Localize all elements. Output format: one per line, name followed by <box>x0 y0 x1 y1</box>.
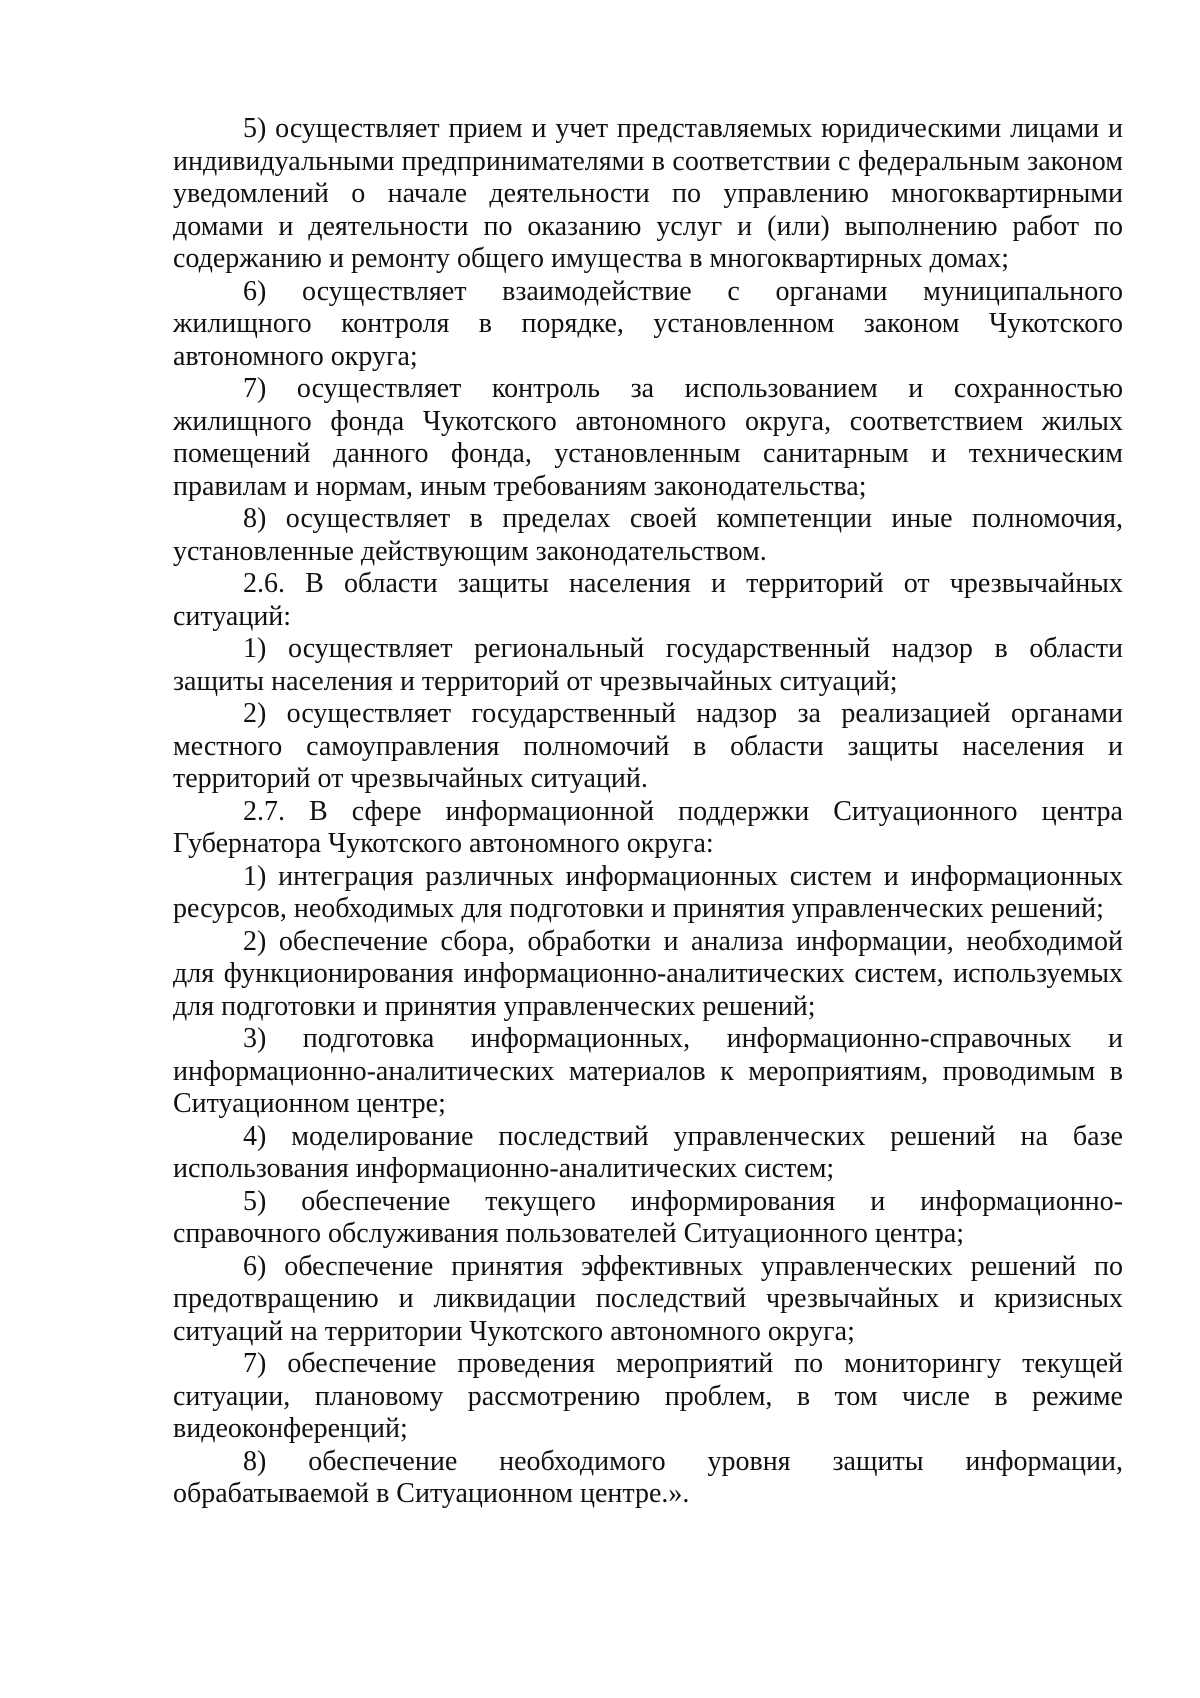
paragraph-situation-item-7: 7) обеспечение проведения мероприятий по мониторингу текущей ситуации, плановому рассмотрению проблем, в том числе в режиме видеоконференций; <box>173 1348 1123 1444</box>
paragraph-situation-item-6: 6) обеспечение принятия эффективных управленческих решений по предотвращению и ликвидации последствий чрезвычайных и кризисных ситуаций на территории Чукотского автономного округа; <box>173 1250 1123 1347</box>
paragraph-housing-item-8: 8) осуществляет в пределах своей компетенции иные полномочия, установленные действующим законодательством. <box>173 503 1123 567</box>
paragraph-emergency-item-2: 2) осуществляет государственный надзор за реализацией органами местного самоуправления полномочий в области защиты населения и территорий от чрезвычайных ситуаций. <box>173 698 1123 794</box>
paragraph-situation-item-1: 1) интеграция различных информационных систем и информационных ресурсов, необходимых для подготовки и принятия управленческих решений; <box>173 860 1123 924</box>
paragraph-situation-item-8: 8) обеспечение необходимого уровня защиты информации, обрабатываемой в Ситуационном центре.». <box>173 1445 1123 1509</box>
paragraph-emergency-item-1: 1) осуществляет региональный государственный надзор в области защиты населения и территорий от чрезвычайных ситуаций; <box>173 633 1123 697</box>
paragraph-situation-item-3: 3) подготовка информационных, информационно-справочных и информационно-аналитических материалов к мероприятиям, проводимым в Ситуационном центре; <box>173 1023 1123 1119</box>
paragraph-situation-item-4: 4) моделирование последствий управленческих решений на базе использования информационно-аналитических систем; <box>173 1120 1123 1184</box>
section-heading-2-6: 2.6. В области защиты населения и территорий от чрезвычайных ситуаций: <box>173 568 1123 632</box>
paragraph-housing-item-5: 5) осуществляет прием и учет представляемых юридическими лицами и индивидуальными предпринимателями в соответствии с федеральным законом уведомлений о начале деятельности по управлению многоквартирными домами и деятельности по оказанию услуг и (или) выполнению работ по содержанию и ремонту общего имущества в многоквартирных домах; <box>173 113 1123 274</box>
paragraph-housing-item-6: 6) осуществляет взаимодействие с органами муниципального жилищного контроля в порядке, установленном законом Чукотского автономного округа; <box>173 275 1123 372</box>
paragraph-situation-item-5: 5) обеспечение текущего информирования и информационно-справочного обслуживания пользователей Ситуационного центра; <box>173 1185 1123 1249</box>
document-page <box>173 113 1123 1511</box>
section-heading-2-7: 2.7. В сфере информационной поддержки Ситуационного центра Губернатора Чукотского автономного округа: <box>173 795 1123 859</box>
paragraph-situation-item-2: 2) обеспечение сбора, обработки и анализа информации, необходимой для функционирования информационно-аналитических систем, используемых для подготовки и принятия управленческих решений; <box>173 925 1123 1022</box>
paragraph-housing-item-7: 7) осуществляет контроль за использованием и сохранностью жилищного фонда Чукотского автономного округа, соответствием жилых помещений данного фонда, установленным санитарным и техническим правилам и нормам, иным требованиям законодательства; <box>173 373 1123 502</box>
